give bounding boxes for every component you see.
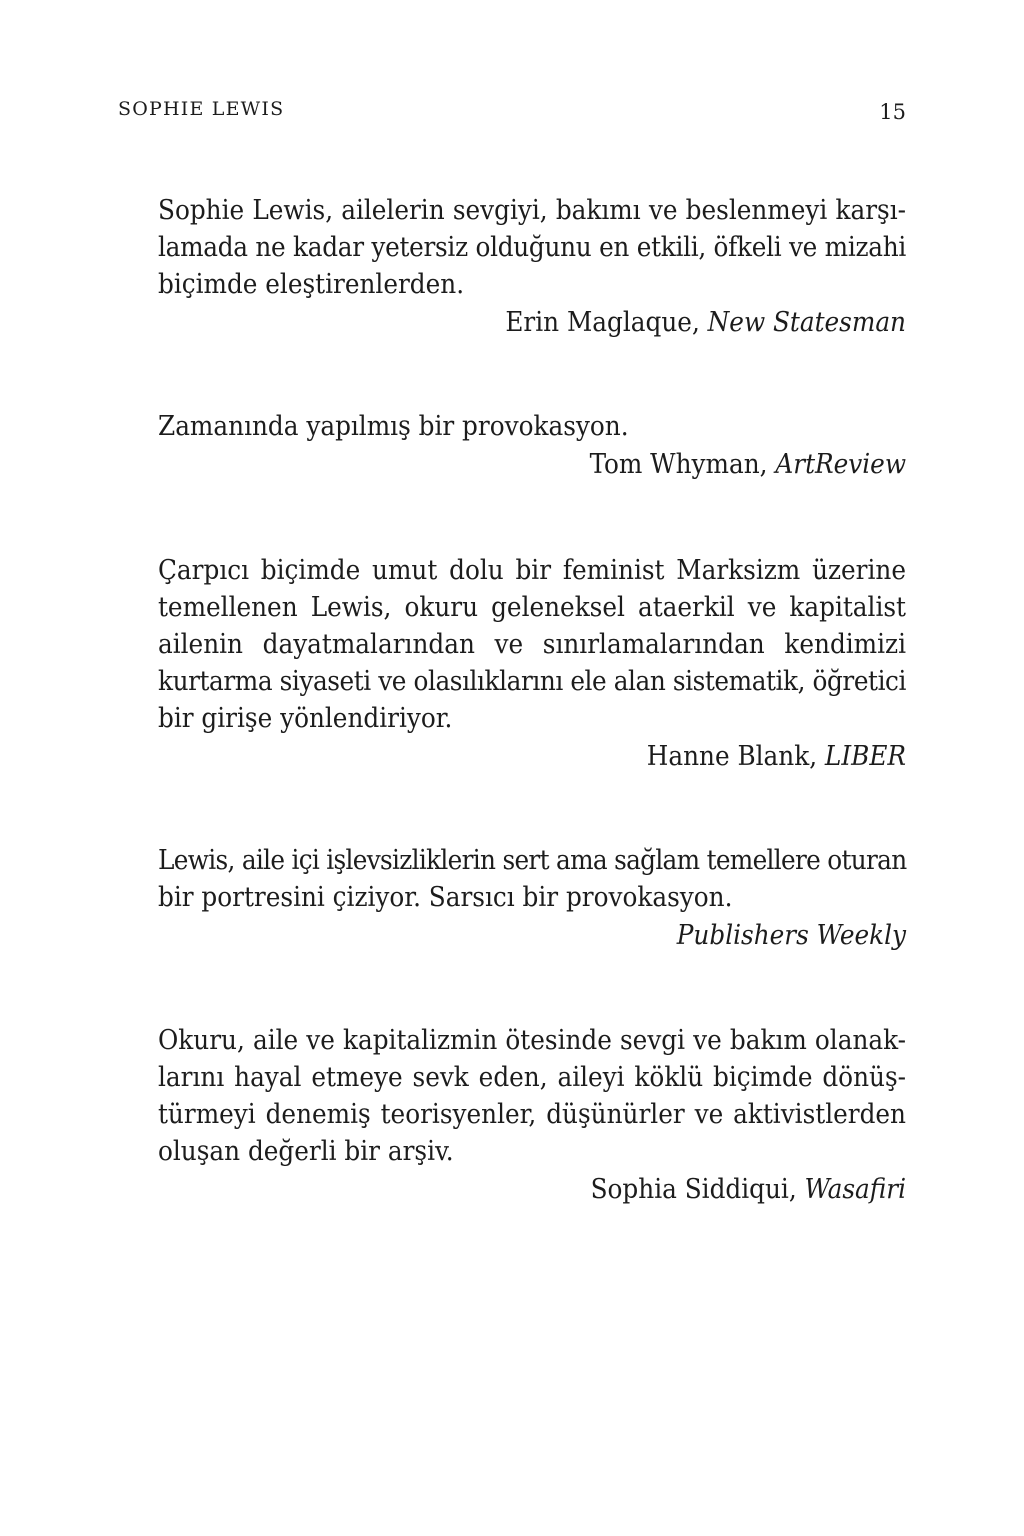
blurb-quote bbox=[158, 408, 906, 483]
quote-line: kurtarma siyaseti ve olasılıklarını ele alan sistematik, öğretici bbox=[158, 665, 906, 697]
quote-line: bir girişe yönlendiriyor. bbox=[158, 702, 453, 734]
attribution-author: Hanne Blank, bbox=[646, 740, 825, 772]
attribution-author: Sophia Siddiqui, bbox=[590, 1173, 805, 1205]
quote-line: Zamanında yapılmış bir provokasyon. bbox=[158, 410, 629, 442]
blurb-quote bbox=[158, 552, 906, 775]
attribution-source: ArtReview bbox=[775, 448, 906, 480]
quote-attribution bbox=[158, 304, 906, 341]
page-number: 15 bbox=[879, 100, 906, 124]
quote-line: Okuru, aile ve kapitalizmin ötesinde sevgi ve bakım olanak- bbox=[158, 1024, 906, 1056]
blurb-quote bbox=[158, 192, 906, 341]
attribution-source: Publishers Weekly bbox=[676, 919, 906, 951]
quote-line: oluşan değerli bir arşiv. bbox=[158, 1135, 454, 1167]
quote-line: lamada ne kadar yetersiz olduğunu en etkili, öfkeli ve mizahi bbox=[158, 231, 906, 263]
blurb-quote bbox=[158, 842, 906, 954]
quote-line: Lewis, aile içi işlevsizliklerin sert ama sağlam temellere oturan bbox=[158, 844, 907, 876]
attribution-source: New Statesman bbox=[707, 306, 906, 338]
quote-attribution bbox=[158, 1171, 906, 1208]
quote-line: larını hayal etmeye sevk eden, aileyi köklü biçimde dönüş- bbox=[158, 1061, 906, 1093]
quote-text bbox=[158, 1022, 906, 1170]
quote-line: bir portresini çiziyor. Sarsıcı bir provokasyon. bbox=[158, 881, 733, 913]
attribution-author: Tom Whyman, bbox=[589, 448, 776, 480]
quote-line: türmeyi denemiş teorisyenler, düşünürler ve aktivistlerden bbox=[158, 1098, 906, 1130]
quote-line: ailenin dayatmalarından ve sınırlamalarından kendimizi bbox=[158, 628, 906, 660]
quote-text bbox=[158, 552, 906, 737]
quote-text bbox=[158, 408, 906, 445]
quote-text bbox=[158, 192, 906, 303]
attribution-author: Erin Maglaque, bbox=[505, 306, 708, 338]
quote-attribution bbox=[158, 446, 906, 483]
quote-text bbox=[158, 842, 906, 916]
quote-attribution bbox=[158, 738, 906, 775]
attribution-source: LIBER bbox=[824, 740, 906, 772]
quote-line: Çarpıcı biçimde umut dolu bir feminist Marksizm üzerine bbox=[158, 554, 906, 586]
attribution-source: Wasafiri bbox=[804, 1173, 906, 1205]
blurb-quote bbox=[158, 1022, 906, 1208]
quote-line: biçimde eleştirenlerden. bbox=[158, 268, 465, 300]
running-head: SOPHIE LEWIS bbox=[118, 98, 285, 120]
quote-line: temellenen Lewis, okuru geleneksel ataerkil ve kapitalist bbox=[158, 591, 906, 623]
quote-attribution bbox=[158, 917, 906, 954]
quote-line: Sophie Lewis, ailelerin sevgiyi, bakımı ve beslenmeyi karşı- bbox=[158, 194, 906, 226]
